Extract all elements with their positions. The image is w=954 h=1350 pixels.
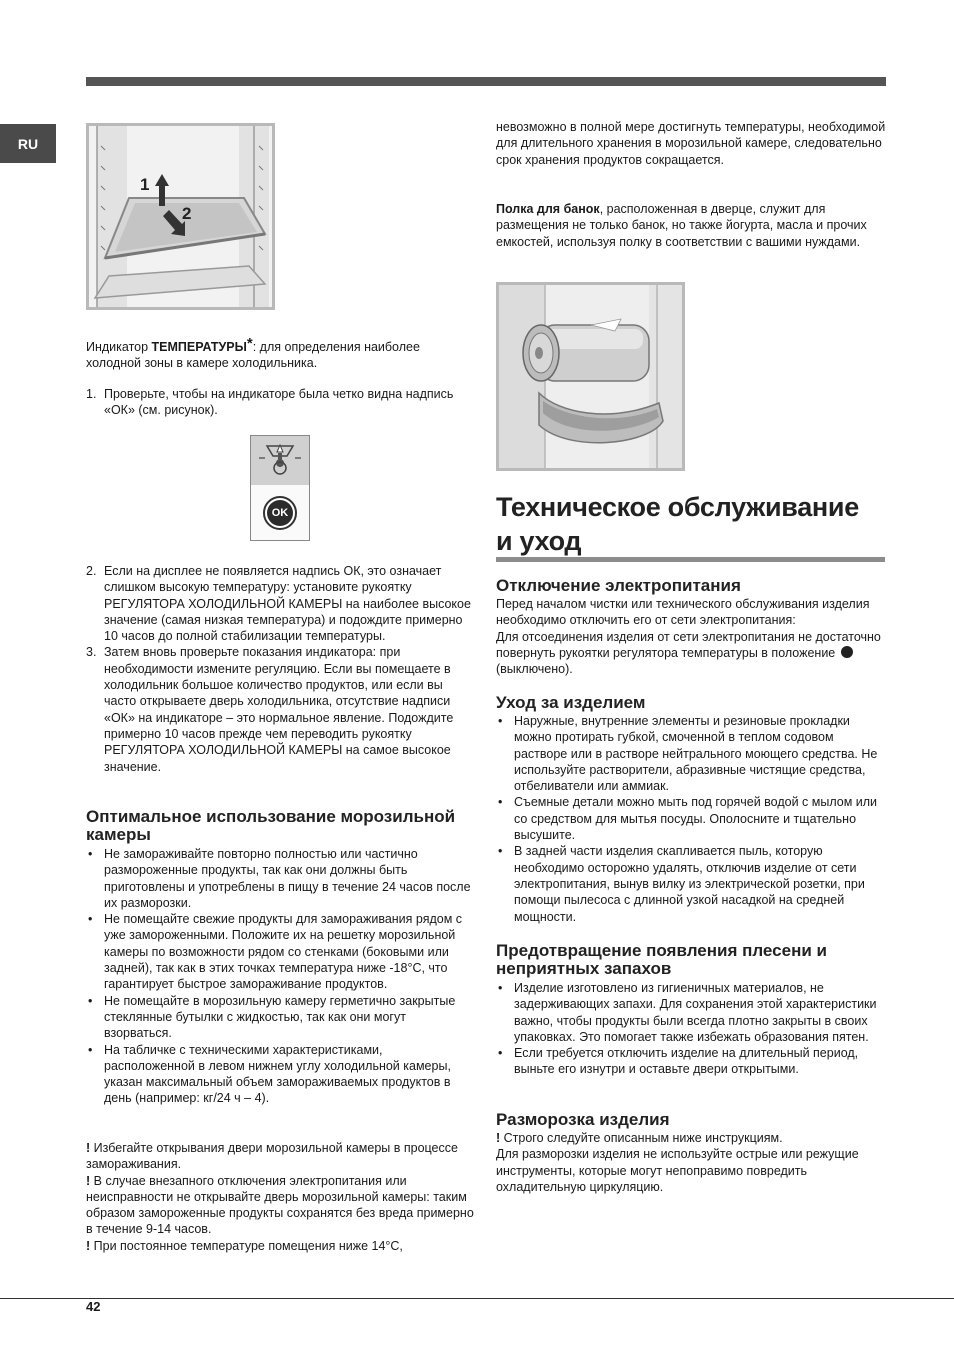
bottom-rule <box>0 1298 954 1299</box>
warning-3: ! При постоянное температуре помещения ниже 14°C, <box>86 1238 403 1253</box>
list-item: • Съемные детали можно мыть под горячей водой с мылом или со средством для мытья посуды. Ополосните и тщательно высушите. <box>496 794 888 843</box>
step-2: 2. Если на дисплее не появляется надпись ОК, это означает слишком высокую температуру: установите рукоятку РЕГУЛЯТОРА ХОЛОДИЛЬНОЙ КАМЕРЫ на наиболее высокое значение (самая низкая температура) и подождите примерно 10 часов до полной стабилизации температуры. <box>86 564 471 644</box>
list-item: • Наружные, внутренние элементы и резиновые прокладки можно протирать губкой, смоченной в теплом содовом растворе или в растворе нейтрального моющего средства. Не используйте растворители, абразивные чистящие средства, отбеливатели или аммиак. <box>496 713 888 794</box>
care-heading: Уход за изделием <box>496 693 646 712</box>
power-heading: Отключение электропитания <box>496 576 741 595</box>
power-section: Перед началом чистки или технического обслуживания изделия необходимо отключить его от сети электропитания: Для отсоединения изделия от сети электропитания не достаточно повернуть рукоятки регулятора температуры в положение (выключено). <box>496 596 888 677</box>
freezer-heading: Оптимальное использование морозильной камеры <box>86 807 456 844</box>
step-label-1: 1 <box>140 175 150 194</box>
list-item: • Не замораживайте повторно полностью или частично размороженные продукты, так как они должны быть приготовлены и употреблены в пищу в течение 24 часов после их разморозки. <box>86 846 476 911</box>
main-heading: Техническое обслуживание и уход <box>496 492 859 556</box>
can-illustration <box>499 285 682 468</box>
mold-heading: Предотвращение появления плесени и неприятных запахов <box>496 941 827 978</box>
list-item: • На табличке с техническими характеристиками, расположенной в левом нижнем углу холодильной камеры, указан максимальный объем замораживаемых продуктов в день (например: кг/24 ч – 4). <box>86 1042 476 1107</box>
mold-bullets <box>496 980 888 1078</box>
page-number: 42 <box>86 1299 101 1314</box>
list-item: • В задней части изделия скапливается пыль, которую необходимо осторожно удалять, отключив изделие от сети электропитания, вынув вилку из электрической розетки, при помощи пылесоса с длинной узкой насадкой на средней мощности. <box>496 843 888 924</box>
power-off-paragraph: Для отсоединения изделия от сети электропитания не достаточно повернуть рукоятки регулятора температуры в положение (выключено). <box>496 629 881 677</box>
can-shelf-paragraph: Полка для банок, расположенная в дверце, служит для размещения не только банок, но также йогурта, масла и прочих емкостей, используя полку в соответствии с вашими нуждами. <box>496 202 867 249</box>
list-item: • Не помещайте в морозильную камеру герметично закрытые стеклянные бутылки с жидкостью, так как они могут взорваться. <box>86 993 476 1042</box>
heading-rule <box>496 557 885 562</box>
indicator-drawing <box>251 436 309 540</box>
freezer-bullets <box>86 846 476 1107</box>
list-item: • Изделие изготовлено из гигиеничных материалов, не задерживающих запахи. Для сохранения этой характеристики важно, чтобы продукты были всегда плотно закрыты в своих упаковках. Это помогает также избежать образования пятен. <box>496 980 888 1045</box>
care-bullets <box>496 713 888 925</box>
language-tab: RU <box>0 124 56 163</box>
defrost-section: ! Строго следуйте описанным ниже инструкциям. Для разморозки изделия не используйте острые или режущие инструменты, которые могут непоправимо повредить охладительную циркуляцию. <box>496 1131 859 1194</box>
warning-1: ! Избегайте открывания двери морозильной камеры в процессе замораживания. <box>86 1141 458 1172</box>
step-1: 1. Проверьте, чтобы на индикаторе была четко видна надпись «ОК» (см. рисунок). <box>86 387 454 418</box>
indicator-paragraph: Индикатор ТЕМПЕРАТУРЫ*: для определения наиболее холодной зоны в камере холодильника. <box>86 335 420 371</box>
step-3: 3. Затем вновь проверьте показания индикатора: при необходимости измените регуляцию. Если вы помещаете в холодильник большое количество продуктов, или если вы часто открываете дверь холодильника, отсутствие надписи «ОК» на индикаторе – это нормальное явление. Подождите примерно 10 часов прежде чем переводить рукоятку РЕГУЛЯТОРА ХОЛОДИЛЬНОЙ КАМЕРЫ на самое высокое значение. <box>86 645 454 774</box>
step-label-2: 2 <box>182 204 192 223</box>
can-shelf-figure <box>496 282 685 471</box>
list-item: • Если требуется отключить изделие на длительный период, выньте его изнутри и оставьте двери открытыми. <box>496 1045 888 1078</box>
list-item: • Не помещайте свежие продукты для замораживания рядом с уже замороженными. Положите их на решетку морозильной камеры по возможности рядом со стенками (боковыми или задней), так как в этих точках температура ниже -18°C, что гарантирует быстрое замораживание продуктов. <box>86 911 476 992</box>
shelf-removal-figure <box>86 123 275 310</box>
top-rule <box>86 77 886 86</box>
temperature-indicator <box>250 435 310 541</box>
freezer-warnings <box>86 1140 476 1254</box>
steps-2-3 <box>86 563 476 775</box>
continuation-paragraph: невозможно в полной мере достигнуть температуры, необходимой для длительного хранения в морозильной камере, следовательно срок хранения продуктов сокращается. <box>496 120 886 167</box>
defrost-heading: Разморозка изделия <box>496 1110 670 1129</box>
ok-label: OK <box>271 507 289 519</box>
shelf-illustration <box>89 126 272 307</box>
warning-2: ! В случае внезапного отключения электропитания или неисправности не открывайте дверь морозильной камеры: таким образом замороженные продукты сохранятся без вреда примерно в течение 9-14 часов. <box>86 1173 474 1237</box>
off-position-icon <box>841 646 853 658</box>
